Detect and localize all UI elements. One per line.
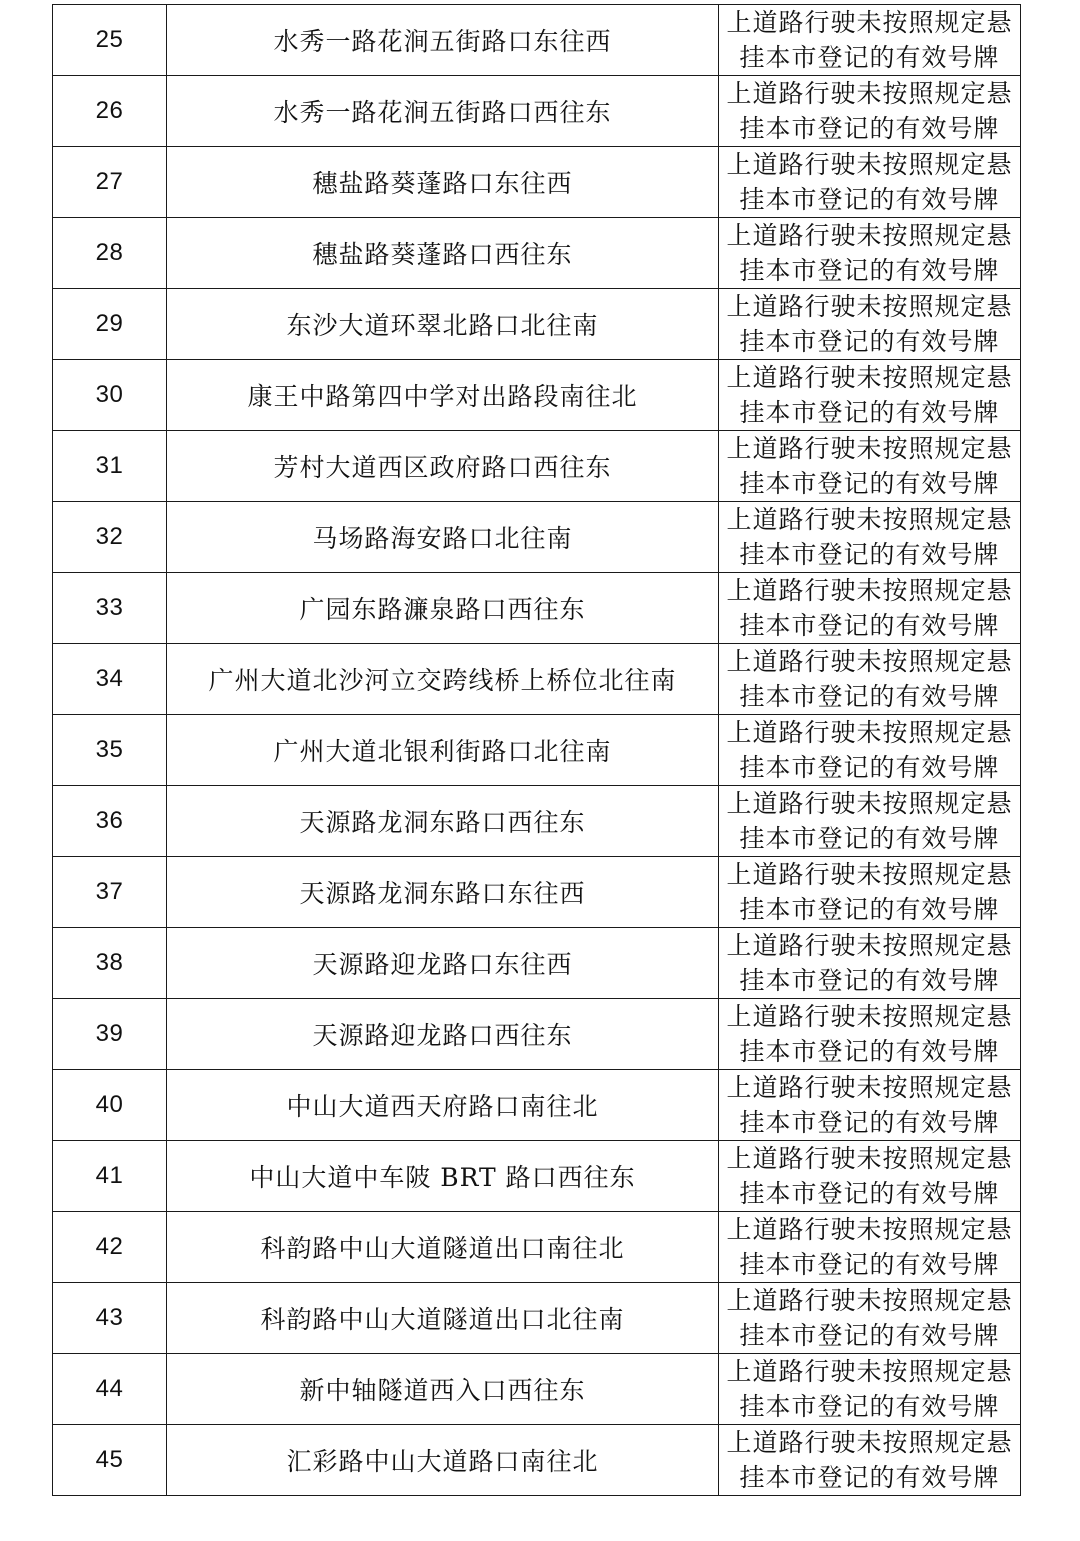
table-row [53,76,1021,147]
location-cell: 水秀一路花涧五街路口东往西 [167,5,719,76]
location-cell: 芳村大道西区政府路口西往东 [167,431,719,502]
location-cell: 水秀一路花涧五街路口西往东 [167,76,719,147]
row-number: 44 [53,1354,167,1425]
violation-text-line-2: 挂本市登记的有效号牌 [739,1392,1000,1421]
violation-text-line-2: 挂本市登记的有效号牌 [739,114,1000,143]
location-cell: 新中轴隧道西入口西往东 [167,1354,719,1425]
violation-text-line-2: 挂本市登记的有效号牌 [739,824,1000,853]
table-row [53,1212,1021,1283]
violation-cell [719,1425,1021,1496]
violation-text-line-1: 上道路行驶未按照规定悬 [726,434,1013,463]
enforcement-location-table [52,4,1021,1496]
table-row [53,502,1021,573]
violation-text-line-1: 上道路行驶未按照规定悬 [726,647,1013,676]
row-number: 35 [53,715,167,786]
table-row [53,1283,1021,1354]
violation-cell [719,715,1021,786]
location-cell: 中山大道西天府路口南往北 [167,1070,719,1141]
violation-text-line-2: 挂本市登记的有效号牌 [739,469,1000,498]
violation-text-line-1: 上道路行驶未按照规定悬 [726,789,1013,818]
violation-text-line-2: 挂本市登记的有效号牌 [739,256,1000,285]
violation-cell [719,1141,1021,1212]
violation-text-line-2: 挂本市登记的有效号牌 [739,1037,1000,1066]
location-cell: 天源路龙洞东路口西往东 [167,786,719,857]
violation-cell [719,1070,1021,1141]
table-row [53,857,1021,928]
violation-text-line-2: 挂本市登记的有效号牌 [739,185,1000,214]
violation-cell [719,1283,1021,1354]
violation-cell [719,1212,1021,1283]
location-cell: 广州大道北沙河立交跨线桥上桥位北往南 [167,644,719,715]
violation-text-line-1: 上道路行驶未按照规定悬 [726,1215,1013,1244]
violation-text-line-1: 上道路行驶未按照规定悬 [726,1286,1013,1315]
location-cell: 广园东路濂泉路口西往东 [167,573,719,644]
row-number: 26 [53,76,167,147]
location-cell: 天源路迎龙路口西往东 [167,999,719,1070]
row-number: 33 [53,573,167,644]
violation-text-line-2: 挂本市登记的有效号牌 [739,1179,1000,1208]
row-number: 45 [53,1425,167,1496]
violation-cell [719,786,1021,857]
violation-cell [719,218,1021,289]
row-number: 36 [53,786,167,857]
violation-cell [719,5,1021,76]
violation-cell [719,644,1021,715]
violation-text-line-1: 上道路行驶未按照规定悬 [726,221,1013,250]
row-number: 41 [53,1141,167,1212]
table-row [53,999,1021,1070]
violation-text-line-1: 上道路行驶未按照规定悬 [726,718,1013,747]
violation-cell [719,289,1021,360]
row-number: 25 [53,5,167,76]
violation-text-line-1: 上道路行驶未按照规定悬 [726,8,1013,37]
table-row [53,1141,1021,1212]
violation-text-line-2: 挂本市登记的有效号牌 [739,398,1000,427]
row-number: 29 [53,289,167,360]
violation-cell [719,857,1021,928]
row-number: 37 [53,857,167,928]
row-number: 38 [53,928,167,999]
violation-cell [719,147,1021,218]
violation-text-line-1: 上道路行驶未按照规定悬 [726,860,1013,889]
table-row [53,1425,1021,1496]
violation-text-line-1: 上道路行驶未按照规定悬 [726,79,1013,108]
table-row [53,5,1021,76]
violation-text-line-1: 上道路行驶未按照规定悬 [726,931,1013,960]
row-number: 30 [53,360,167,431]
row-number: 31 [53,431,167,502]
row-number: 34 [53,644,167,715]
table-row [53,1354,1021,1425]
violation-cell [719,431,1021,502]
location-cell: 天源路迎龙路口东往西 [167,928,719,999]
violation-text-line-1: 上道路行驶未按照规定悬 [726,1002,1013,1031]
violation-text-line-2: 挂本市登记的有效号牌 [739,753,1000,782]
violation-text-line-1: 上道路行驶未按照规定悬 [726,292,1013,321]
table-row [53,218,1021,289]
location-cell: 中山大道中车陂 BRT 路口西往东 [167,1141,719,1212]
violation-text-line-1: 上道路行驶未按照规定悬 [726,1144,1013,1173]
violation-cell [719,76,1021,147]
location-cell: 科韵路中山大道隧道出口北往南 [167,1283,719,1354]
location-cell: 科韵路中山大道隧道出口南往北 [167,1212,719,1283]
violation-text-line-1: 上道路行驶未按照规定悬 [726,576,1013,605]
row-number: 27 [53,147,167,218]
table-body [53,5,1021,1496]
location-cell: 穗盐路葵蓬路口西往东 [167,218,719,289]
violation-text-line-1: 上道路行驶未按照规定悬 [726,150,1013,179]
table-row [53,786,1021,857]
location-cell: 天源路龙洞东路口东往西 [167,857,719,928]
location-cell: 东沙大道环翠北路口北往南 [167,289,719,360]
table-row [53,573,1021,644]
violation-text-line-1: 上道路行驶未按照规定悬 [726,363,1013,392]
table-row [53,360,1021,431]
table-row [53,289,1021,360]
violation-text-line-1: 上道路行驶未按照规定悬 [726,1357,1013,1386]
table-row [53,715,1021,786]
location-cell: 穗盐路葵蓬路口东往西 [167,147,719,218]
violation-text-line-1: 上道路行驶未按照规定悬 [726,1073,1013,1102]
violation-text-line-2: 挂本市登记的有效号牌 [739,1108,1000,1137]
table-row [53,644,1021,715]
violation-text-line-2: 挂本市登记的有效号牌 [739,1321,1000,1350]
location-cell: 广州大道北银利街路口北往南 [167,715,719,786]
violation-text-line-2: 挂本市登记的有效号牌 [739,1463,1000,1492]
row-number: 39 [53,999,167,1070]
violation-text-line-2: 挂本市登记的有效号牌 [739,1250,1000,1279]
location-cell: 康王中路第四中学对出路段南往北 [167,360,719,431]
violation-cell [719,999,1021,1070]
violation-text-line-1: 上道路行驶未按照规定悬 [726,505,1013,534]
violation-text-line-2: 挂本市登记的有效号牌 [739,966,1000,995]
row-number: 43 [53,1283,167,1354]
violation-text-line-2: 挂本市登记的有效号牌 [739,682,1000,711]
location-cell: 汇彩路中山大道路口南往北 [167,1425,719,1496]
violation-text-line-2: 挂本市登记的有效号牌 [739,43,1000,72]
violation-cell [719,1354,1021,1425]
row-number: 32 [53,502,167,573]
violation-text-line-1: 上道路行驶未按照规定悬 [726,1428,1013,1457]
table-row [53,928,1021,999]
location-cell: 马场路海安路口北往南 [167,502,719,573]
table-row [53,147,1021,218]
violation-text-line-2: 挂本市登记的有效号牌 [739,540,1000,569]
violation-cell [719,360,1021,431]
violation-cell [719,928,1021,999]
row-number: 40 [53,1070,167,1141]
violation-text-line-2: 挂本市登记的有效号牌 [739,327,1000,356]
violation-text-line-2: 挂本市登记的有效号牌 [739,895,1000,924]
violation-cell [719,502,1021,573]
violation-text-line-2: 挂本市登记的有效号牌 [739,611,1000,640]
row-number: 28 [53,218,167,289]
table-row [53,431,1021,502]
row-number: 42 [53,1212,167,1283]
table-row [53,1070,1021,1141]
violation-cell [719,573,1021,644]
